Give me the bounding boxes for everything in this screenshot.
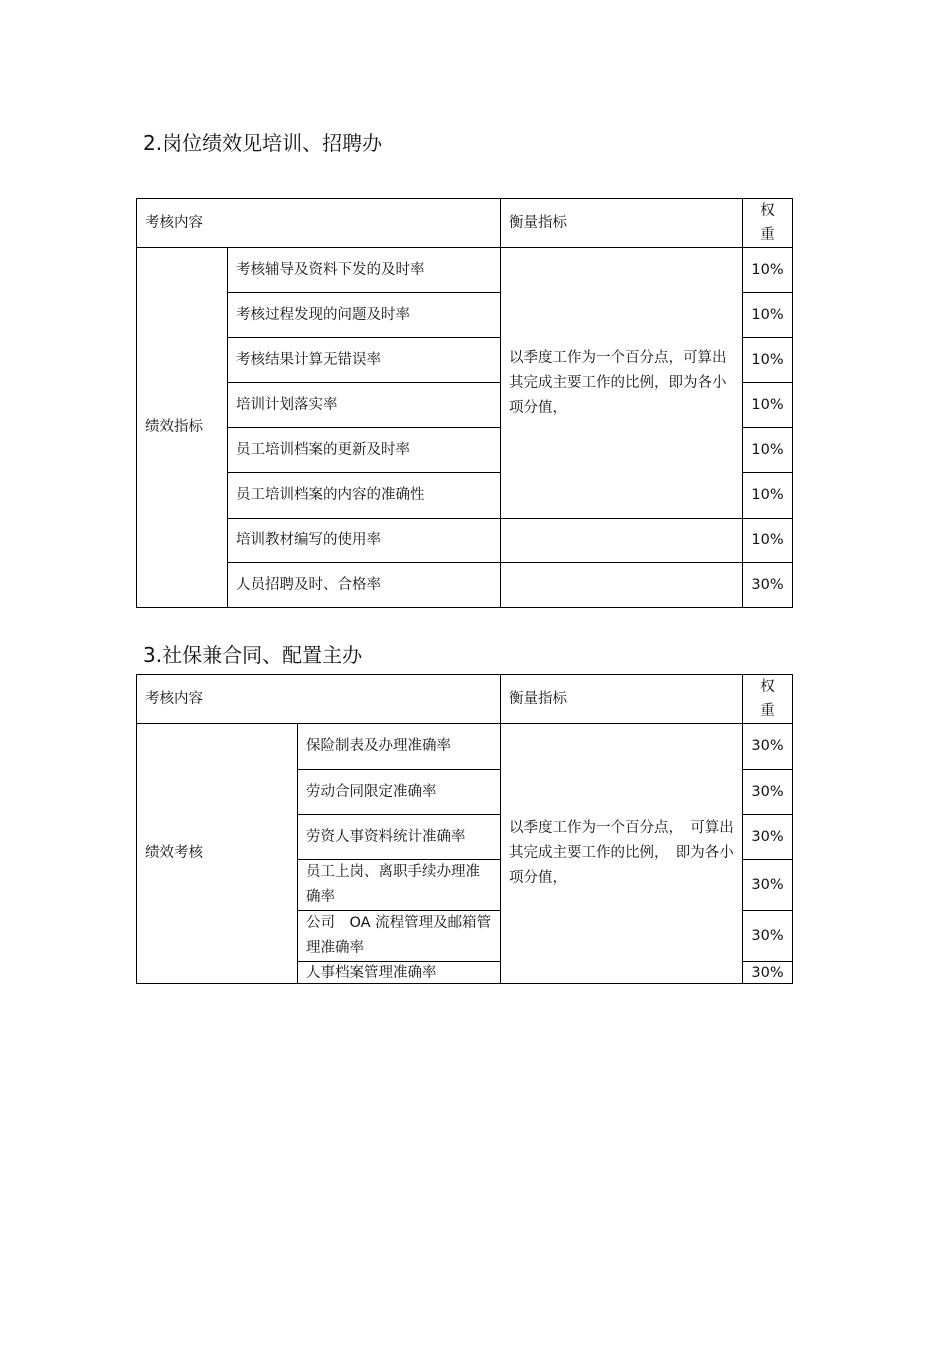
item-cell: 培训教材编写的使用率 [228,519,501,563]
weight-cell: 30% [743,860,793,911]
table-header-row [137,199,793,248]
item-cell: 劳资人事资料统计准确率 [298,815,501,860]
header-content: 考核内容 [137,675,501,724]
item-cell: 培训计划落实率 [228,383,501,428]
table-row [137,563,793,608]
item-cell: 员工培训档案的内容的准确性 [228,473,501,519]
table-header-row [137,675,793,724]
weight-cell: 30% [743,815,793,860]
header-metric: 衡量指标 [501,199,743,248]
item-cell: 公司 OA 流程管理及邮箱管理准确率 [298,911,501,962]
item-cell: 人员招聘及时、合格率 [228,563,501,608]
weight-cell: 30% [743,770,793,815]
section-1-title: 2.岗位绩效见培训、招聘办 [143,131,383,155]
table-row [137,248,793,293]
weight-cell: 10% [743,383,793,428]
item-cell: 考核过程发现的问题及时率 [228,293,501,338]
item-cell: 考核结果计算无错误率 [228,338,501,383]
weight-cell: 10% [743,519,793,563]
weight-cell: 10% [743,248,793,293]
item-cell: 员工培训档案的更新及时率 [228,428,501,473]
header-content: 考核内容 [137,199,501,248]
weight-cell: 10% [743,473,793,519]
category-cell: 绩效指标 [137,248,228,608]
metric-empty-cell [501,519,743,563]
weight-cell: 30% [743,911,793,962]
metric-empty-cell [501,563,743,608]
weight-cell: 30% [743,724,793,770]
weight-cell: 10% [743,338,793,383]
weight-cell: 30% [743,563,793,608]
table-row [137,519,793,563]
header-metric: 衡量指标 [501,675,743,724]
weight-cell: 30% [743,962,793,984]
item-cell: 劳动合同限定准确率 [298,770,501,815]
item-cell: 考核辅导及资料下发的及时率 [228,248,501,293]
item-cell: 保险制表及办理准确率 [298,724,501,770]
category-cell: 绩效考核 [137,724,298,984]
metric-cell: 以季度工作为一个百分点，可算出其完成主要工作的比例，即为各小项分值， [501,248,743,519]
metric-cell: 以季度工作为一个百分点， 可算出其完成主要工作的比例， 即为各小项分值， [501,724,743,984]
weight-cell: 10% [743,293,793,338]
item-cell: 人事档案管理准确率 [298,962,501,984]
item-cell: 员工上岗、离职手续办理准确率 [298,860,501,911]
header-weight: 权 重 [743,199,793,248]
weight-cell: 10% [743,428,793,473]
table-row [137,724,793,770]
header-weight: 权 重 [743,675,793,724]
section-2-table [136,674,793,984]
section-1-table [136,198,793,608]
section-2-title: 3.社保兼合同、配置主办 [143,643,363,667]
